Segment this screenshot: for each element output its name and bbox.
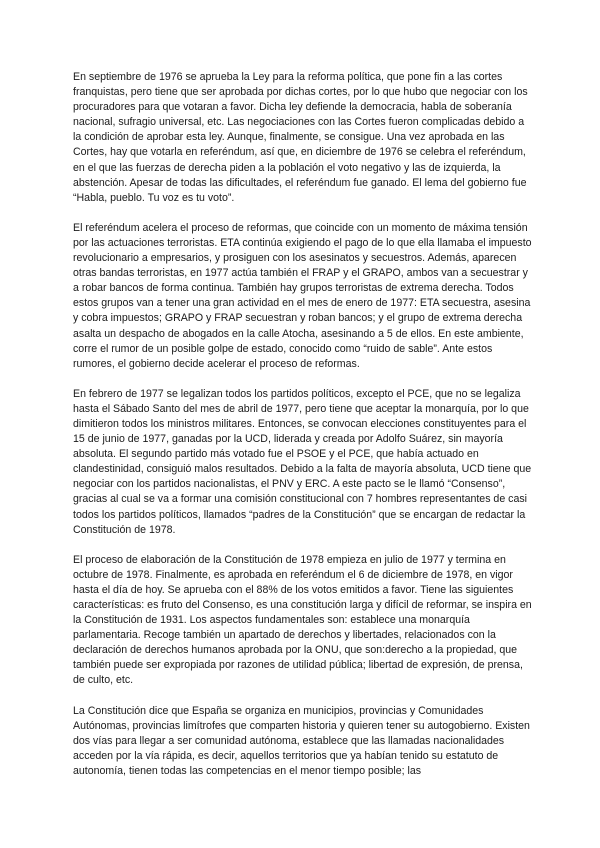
document-body — [73, 70, 535, 794]
paragraph-terrorismo: El referéndum acelera el proceso de reformas, que coincide con un momento de máxima tensión por las actuaciones terroristas. ETA continúa exigiendo el pago de lo que ella llamaba el impuesto revolucionario a empresarios, y prosiguen con los asesinatos y secuestros. Además, aparecen otras bandas terroristas, en 1977 actúa también el FRAP y el GRAPO, ambos van a secuestrar y a robar bancos de forma continua. También hay grupos terroristas de extrema derecha. Todos estos grupos van a tener una gran actividad en el mes de enero de 1977: ETA secuestra, asesina y cobra impuestos; GRAPO y FRAP secuestran y roban bancos; y el grupo de extrema derecha asalta un despacho de abogados en la calle Atocha, asesinando a 5 de ellos. En este ambiente, corre el rumor de un posible golpe de estado, conocido como “ruido de sable”. Ante estos rumores, el gobierno decide acelerar el proceso de reformas. — [73, 221, 532, 370]
paragraph-ley-reforma-politica: En septiembre de 1976 se aprueba la Ley para la reforma política, que pone fin a las cortes franquistas, pero tiene que ser aprobada por dichas cortes, por lo que hubo que negociar con los procuradores para que votaran a favor. Dicha ley defiende la democracia, habla de soberanía nacional, sufragio universal, etc. Las negociaciones con las Cortes fueron complicadas debido a la condición de aprobar esta ley. Aunque, finalmente, se consigue. Una vez aprobada en las Cortes, hay que votarla en referéndum, así que, en diciembre de 1976 se celebra el referéndum, en el que las fuerzas de derecha piden a la población el voto negativo y las de izquierda, la abstención. Apesar de todas las dificultades, el referéndum fue ganado. El lema del gobierno fue “Habla, pueblo. Tu voz es tu voto”. — [73, 71, 528, 204]
paragraph-elecciones-1977: En febrero de 1977 se legalizan todos los partidos políticos, excepto el PCE, que no se legaliza hasta el Sábado Santo del mes de abril de 1977, pero tiene que aceptar la monarquía, por lo que dimitieron todos los ministros militares. Entonces, se convocan elecciones constituyentes para el 15 de junio de 1977, ganadas por la UCD, liderada y creada por Adolfo Suárez, sin mayoría absoluta. El segundo partido más votado fue el PSOE y el PCE, que había actuado en clandestinidad, consiguió malos resultados. Debido a la falta de mayoría absoluta, UCD tiene que negociar con los partidos nacionalistas, el PNV y ERC. A este pacto se le llamó “Consenso”, gracias al cual se va a formar una comisión constitucional con 7 hombres representantes de casi todos los partidos políticos, llamados “padres de la Constitución” que se encargan de redactar la Constitución de 1978. — [73, 387, 532, 536]
paragraph-constitucion-1978: El proceso de elaboración de la Constitución de 1978 empieza en julio de 1977 y termina en octubre de 1978. Finalmente, es aprobada en referéndum el 6 de diciembre de 1978, en vigor hasta el día de hoy. Se aprueba con el 88% de los votos emitidos a favor. Tiene las siguientes características: es fruto del Consenso, es una constitución larga y difícil de reformar, se inspira en la Constitución de 1931. Los aspectos fundamentales son: establece una monarquía parlamentaria. Recoge también un apartado de derechos y libertades, relacionados con la declaración de derechos humanos aprobada por la ONU, que son:derecho a la propiedad, que también puede ser expropiada por razones de utilidad pública; libertad de expresión, de prensa, de culto, etc. — [73, 553, 532, 687]
paragraph-comunidades-autonomas: La Constitución dice que España se organiza en municipios, provincias y Comunidades Autónomas, provincias limítrofes que comparten historia y quieren tener su autogobierno. Existen dos vías para llegar a ser comunidad autónoma, establece que las llamadas nacionalidades acceden por la vía rápida, es decir, aquellos territorios que ya habían tenido su estatuto de autonomía, tienen todas las competencias en el menor tiempo posible; las — [73, 704, 530, 777]
